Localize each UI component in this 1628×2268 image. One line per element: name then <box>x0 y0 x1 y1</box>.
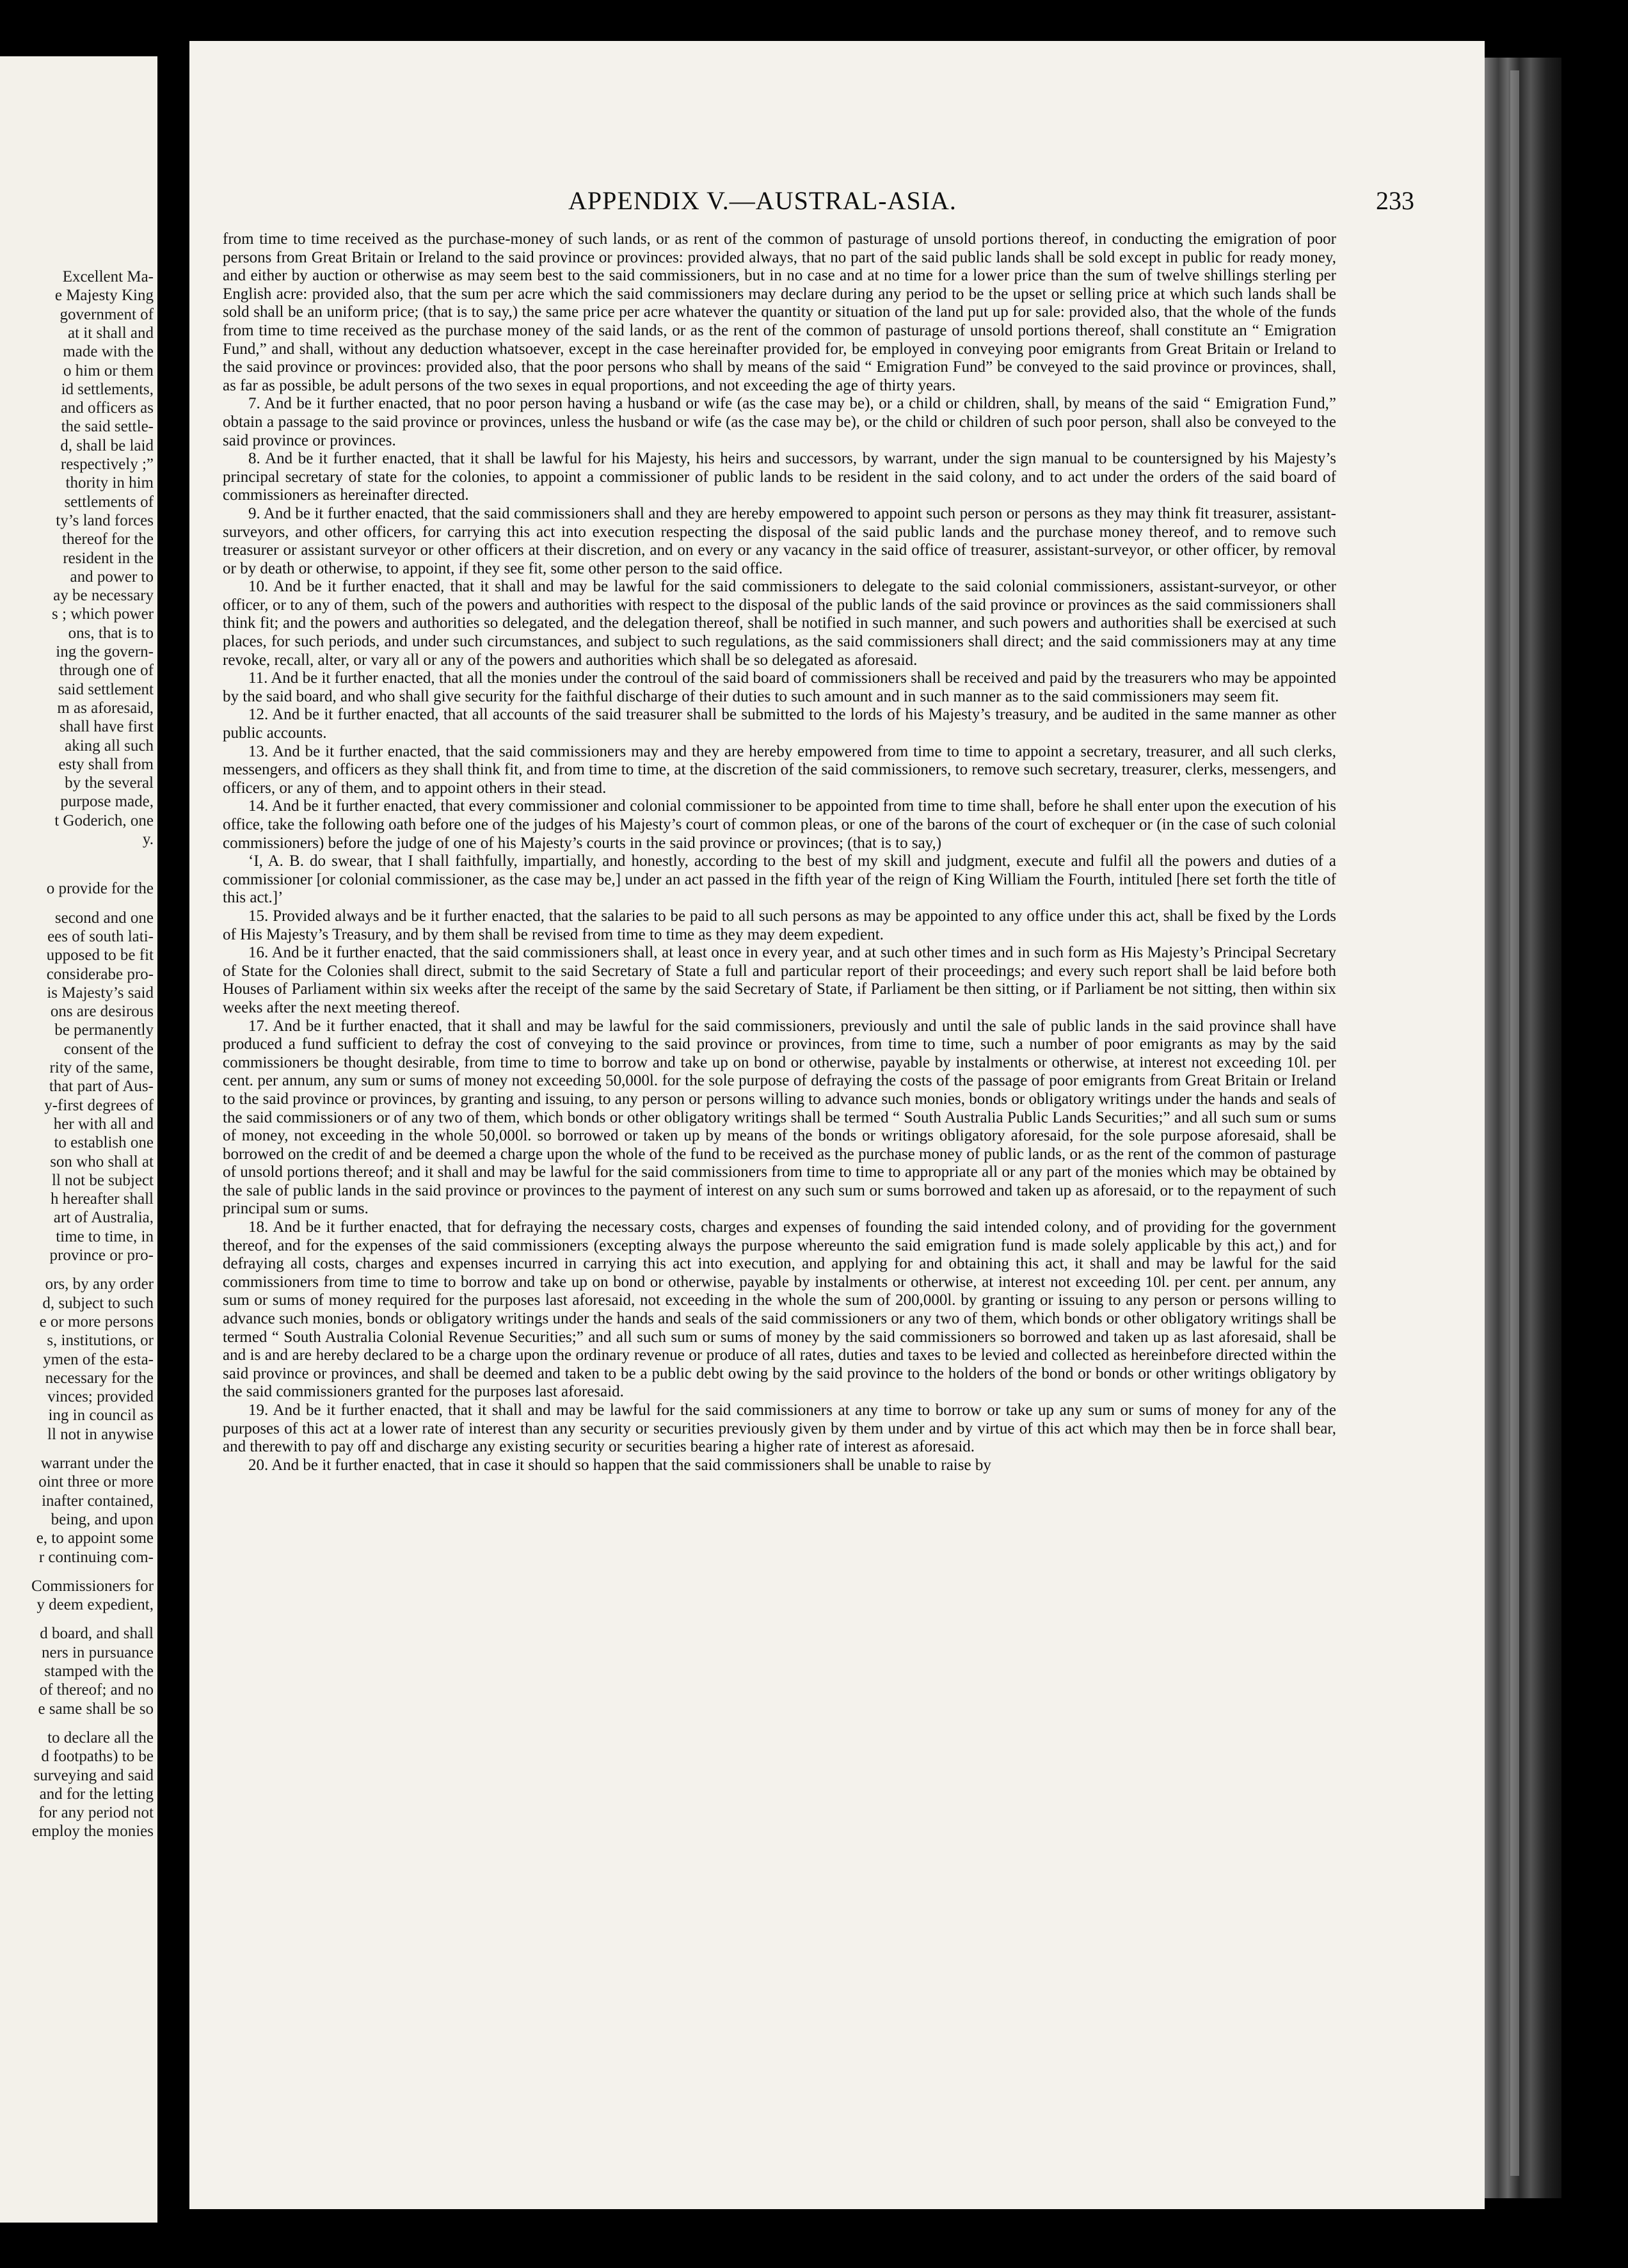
left-page-line: being, and upon <box>51 1510 154 1528</box>
left-page-line: ty’s land forces <box>56 511 154 529</box>
left-page-line: e Majesty King <box>54 287 154 305</box>
left-page-line: for any period not <box>38 1804 154 1822</box>
left-page-line: aking all such <box>65 737 154 755</box>
left-page-line: employ the monies <box>31 1823 154 1841</box>
left-page-line: y. <box>142 831 154 848</box>
left-page-line: esty shall from <box>58 755 154 773</box>
paragraph-section-7: 7. And be it further enacted, that no poor person having a husband or wife (as the case may be), or a child or children, shall, by means of the said “ Emigration Fund,” obtain a passage to the said province or provinces, unless the husband or wife (as the case may be), or the child or children of such poor person, shall also be conveyed to the said province or provinces. <box>223 395 1336 449</box>
left-page-line: stamped with the <box>44 1663 154 1680</box>
page-edge-highlight <box>1510 70 1519 2176</box>
paragraph-section-17: 17. And be it further enacted, that it shall and may be lawful for the said commissioners, previously and until the sale of public lands in the said province shall have produced a fund sufficient to defray the cost of conveying to the said province or provinces, from time to time, such a number of poor emigrants as may by the said commissioners be thought desirable, from time to time to borrow and take up on bond or otherwise, payable by instalments or otherwise, at interest not exceeding 10l. per cent. per annum, any sum or sums of money not exceeding 50,000l. for the sole purpose of defraying the costs of the passage of poor emigrants from Great Britain or Ireland to the said province or provinces, by granting and issuing, to any person or persons willing to advance such monies, bonds or obligatory writings under the hands and seals of the said commissioners or of any two of them, which bonds or other obligatory writings shall be termed “ South Australia Public Lands Securities;” and all such sum or sums of money, not exceeding in the whole 50,000l. so borrowed or taken up by means of the bonds or writings obligatory aforesaid, for the sole purpose aforesaid, shall be borrowed on the credit of and be deemed a charge upon the whole of the fund to be received as the purchase money of public lands, or as the rent of the common of pasturage of unsold portions thereof; and it shall and may be lawful for the said commissioners from time to time to appropriate all or any part of the monies which may be obtained by the sale of public lands in the said province or provinces to the payment of interest on any such sum or sums borrowed and taken up as aforesaid, or to the repayment of such principal sum or sums. <box>223 1017 1336 1218</box>
left-page-line: be permanently <box>54 1021 154 1039</box>
left-page-line: s, institutions, or <box>47 1332 154 1350</box>
page-edge-shadow <box>1485 58 1561 2198</box>
paragraph-oath: ‘I, A. B. do swear, that I shall faithfully, impartially, and honestly, according to the best of my skill and judgment, execute and fulfil all the powers and duties of a commissioner [or colonial commissioner, as the case may be,] under an act passed in the fifth year of the reign of King William the Fourth, intituled [here set forth the title of this act.]’ <box>223 852 1336 907</box>
left-page-line: Commissioners for <box>31 1577 154 1595</box>
left-page-line: y deem expedient, <box>36 1596 154 1614</box>
left-page-line: r continuing com- <box>38 1548 154 1566</box>
paragraph-section-16: 16. And be it further enacted, that the said commissioners shall, at least once in every year, and at such other times and in such form as His Majesty’s Principal Secretary of State for the Colonies shall direct, submit to the said Secretary of State a full and particular report of their proceedings; and every such report shall be laid before both Houses of Parliament within six weeks after the receipt of the same by the said Secretary of State, if Parliament be then sitting, or if Parliament be not sitting, then within six weeks after the next meeting thereof. <box>223 944 1336 1016</box>
left-page-line: d, shall be laid <box>60 436 154 454</box>
left-page-line: d board, and shall <box>40 1625 154 1643</box>
paragraph-section-19: 19. And be it further enacted, that it shall and may be lawful for the said commissioners at any time to borrow or take up any sum or sums of money for any of the purposes of this act at a lower rate of interest than any security or securities previously given by them under and by virtue of this act which may then be in force shall bear, and therewith to pay off and discharge any existing security or securities bearing a higher rate of interest as aforesaid. <box>223 1402 1336 1456</box>
left-page-line: said settlement <box>58 680 154 698</box>
left-page-line: ners in pursuance <box>42 1643 154 1661</box>
left-page-line: t Goderich, one <box>54 811 154 829</box>
paragraph-section-15: 15. Provided always and be it further enacted, that the salaries to be paid to all such persons as may be appointed to any office under this act, shall be fixed by the Lords of His Majesty’s Treasury, and by them shall be revised from time to time as they may deem expedient. <box>223 907 1336 943</box>
left-page-line: d footpaths) to be <box>41 1748 154 1766</box>
paragraph-section-13: 13. And be it further enacted, that the said commissioners may and they are hereby empowered from time to time to appoint a secretary, treasurer, and all such clerks, messengers, and officers as they shall think fit, and from time to time, at the discretion of the said commissioners, to remove such secretary, treasurer, clerks, messengers, and officers, or any of them, and to appoint others in their stead. <box>223 742 1336 797</box>
left-page-line: the said settle- <box>61 418 154 436</box>
left-page-line: that part of Aus- <box>49 1078 154 1096</box>
left-page-line: ons are desirous <box>50 1003 154 1021</box>
left-page-line: ing in council as <box>48 1407 154 1425</box>
left-page-line: and power to <box>70 568 154 586</box>
left-page-line: surveying and said <box>33 1766 154 1784</box>
left-page-line: second and one <box>54 909 154 927</box>
left-page-line: ons, that is to <box>68 624 154 642</box>
left-page-line: s ; which power <box>52 605 154 623</box>
left-page-line: time to time, in <box>56 1227 154 1245</box>
left-page-line: by the several <box>65 774 154 792</box>
left-page-line: settlements of <box>64 493 154 511</box>
left-page-line: id settlements, <box>61 380 154 398</box>
paragraph-section-12: 12. And be it further enacted, that all accounts of the said treasurer shall be submitted to the lords of his Majesty’s treasury, and be audited in the same manner as other public accounts. <box>223 706 1336 742</box>
page-number: 233 <box>1376 186 1414 215</box>
left-page-line: government of <box>60 305 154 323</box>
left-page-line: considerabe pro- <box>46 965 154 983</box>
left-page-line: e same shall be so <box>38 1700 154 1718</box>
page-header <box>189 186 1485 224</box>
running-head: APPENDIX V.—AUSTRAL-ASIA. <box>568 186 957 215</box>
left-page-line: to establish one <box>54 1134 154 1152</box>
paragraph-section-14: 14. And be it further enacted, that every commissioner and colonial commissioner to be appointed from time to time shall, before he shall enter upon the execution of his office, take the following oath before one of the judges of his Majesty’s court of common pleas, or one of the barons of the court of exchequer or (in the case of such colonial commissioners) before the judge of one of his Majesty’s courts in the said province or provinces; (that is to say,) <box>223 797 1336 852</box>
left-page-line: her with all and <box>53 1115 154 1133</box>
left-page-line: ll not be subject <box>52 1171 154 1189</box>
left-page-line: son who shall at <box>50 1153 154 1170</box>
left-page-line: Excellent Ma- <box>62 268 154 285</box>
left-page-line: consent of the <box>63 1040 154 1058</box>
left-page-line: ll not in anywise <box>47 1425 154 1443</box>
left-page-line: province or pro- <box>49 1247 154 1264</box>
left-page-line: ees of south lati- <box>47 927 154 945</box>
left-page-line: thority in him <box>65 474 154 492</box>
left-page-line: ymen of the esta- <box>43 1350 154 1368</box>
left-page-line: at it shall and <box>68 324 154 342</box>
paragraph-continuation: from time to time received as the purchase-money of such lands, or as rent of the common of pasturage of unsold portions thereof, in conducting the emigration of poor persons from Great Britain or Ireland to the said province or provinces: provided always, that no part of the said public lands shall be sold except in public for ready money, and either by auction or otherwise as may seem best to the said commissioners, but in no case and at no time for a lower price than the sum of twelve shillings sterling per English acre: provided also, that the sum per acre which the said commissioners may declare during any period to be the upset or selling price at which such lands shall be sold shall be an uniform price; (that is to say,) the same price per acre whatever the quantity or situation of the land put up for sale: provided also, that the whole of the funds from time to time received as the purchase money of the said lands, or as the rent of the common of pasturage of unsold portions thereof, shall constitute an “ Emigration Fund,” and shall, without any deduction whatsoever, except in the case hereinafter provided for, be employed in conveying poor emigrants from Great Britain or Ireland to the said province or provinces: provided also, that the poor persons who shall by means of the said “ Emigration Fund” be conveyed to the said province or provinces, shall, as far as possible, be adult persons of the two sexes in equal proportions, and not exceeding the age of thirty years. <box>223 230 1336 394</box>
left-page-line: warrant under the <box>40 1455 154 1472</box>
left-page-line: d, subject to such <box>42 1294 154 1312</box>
left-page-line: e, to appoint some <box>36 1529 154 1547</box>
left-page-line: through one of <box>59 662 154 680</box>
left-page-line: respectively ;” <box>60 456 154 473</box>
left-page-line: e or more persons <box>39 1313 154 1330</box>
left-facing-page-fragment <box>0 56 157 2223</box>
left-page-line: o provide for the <box>46 880 154 898</box>
left-page-line: vinces; provided <box>47 1388 154 1406</box>
left-page-line: to declare all the <box>47 1729 154 1746</box>
left-page-line: y-first degrees of <box>44 1096 154 1114</box>
left-page-line: shall have first <box>59 718 154 736</box>
left-page-line: m as aforesaid, <box>57 699 154 717</box>
left-page-line: upposed to be fit <box>46 946 154 964</box>
left-page-line: rity of the same, <box>49 1059 154 1076</box>
left-page-line: art of Australia, <box>53 1209 154 1227</box>
paragraph-section-9: 9. And be it further enacted, that the said commissioners shall and they are hereby empowered to appoint such person or persons as they may think fit treasurer, assistant-surveyors, and other officers, for carrying this act into execution respecting the disposal of the said public lands and the purchase money thereof, and to remove such treasurer or assistant surveyor or other officers at their discretion, and on every or any vacancy in the said office of treasurer, assistant-surveyor, or other officer, by removal or by death or otherwise, to appoint, if they see fit, some other person to the said office. <box>223 504 1336 577</box>
left-page-line: inafter contained, <box>42 1492 154 1510</box>
left-page-line: o him or them <box>63 362 154 379</box>
paragraph-section-20: 20. And be it further enacted, that in case it should so happen that the said commissioners shall be unable to raise by <box>248 1456 991 1474</box>
left-page-line: and for the letting <box>39 1785 154 1803</box>
left-page-line: h hereafter shall <box>50 1190 154 1208</box>
left-page-line: and officers as <box>60 399 154 417</box>
left-page-line: ors, by any order <box>45 1275 154 1293</box>
paragraph-section-18: 18. And be it further enacted, that for defraying the necessary costs, charges and expenses of founding the said intended colony, and of providing for the government thereof, and for the expenses of the said commissioners (excepting always the purpose whereunto the said emigration fund is made solely applicable by this act,) and for defraying all costs, charges and expenses incurred in carrying this act into execution, and applying for and obtaining this act, it shall and may be lawful for the said commissioners from time to time to borrow and take up on bond or otherwise, payable by instalments or otherwise, at interest not exceeding 10l. per cent. per annum, any sum or sums of money required for the purposes last aforesaid, not exceeding in the whole the sum of 200,000l. by granting or issuing to any person or persons willing to advance such monies, bonds or obligatory writings under the hands and seals of the said commissioners or any two of them, which bonds or other obligatory writings shall be termed “ South Australia Colonial Revenue Securities;” and all such sum or sums of money by the said commissioners so borrowed and taken up as last aforesaid, shall be and is and are hereby declared to be a charge upon the ordinary revenue or produce of all rates, duties and taxes to be levied and collected as hereinbefore directed within the said province or provinces, and shall be deemed and taken to be a public debt owing by the said province to the holders of the bond or bonds or other writings obligatory by the said commissioners granted for the purposes last aforesaid. <box>223 1218 1336 1401</box>
left-page-line: made with the <box>63 343 154 361</box>
left-page-line: is Majesty’s said <box>47 984 154 1002</box>
left-page-line: resident in the <box>63 549 154 567</box>
left-page-line: thereof for the <box>62 531 154 548</box>
left-page-line: oint three or more <box>38 1473 154 1491</box>
paragraph-section-11: 11. And be it further enacted, that all the monies under the controul of the said board of commissioners shall be received and paid by the treasurers who may be appointed by the said board, and who shall give security for the faithful discharge of their duties to such amount and in such manner as to the said commissioners may seem fit. <box>223 669 1336 705</box>
paragraph-section-10: 10. And be it further enacted, that it shall and may be lawful for the said commissioners to delegate to the said colonial commissioners, assistant-surveyor, or other officer, or to any of them, such of the powers and authorities with respect to the disposal of the public lands of the said province or provinces as the said commissioners shall think fit; and the powers and authorities so delegated, and the delegation thereof, shall be notified in such manner, and such powers and authorities shall be exercised at such places, for such periods, and under such circumstances, and subject to such regulations, as the said commissioners shall direct; and the said commissioners may at any time revoke, recall, alter, or vary all or any of the powers and authorities which shall be so delegated as aforesaid. <box>223 578 1336 669</box>
left-page-line: necessary for the <box>45 1369 154 1387</box>
left-page-line: ing the govern- <box>56 643 154 660</box>
left-page-line: ay be necessary <box>53 587 154 605</box>
paragraph-section-8: 8. And be it further enacted, that it shall be lawful for his Majesty, his heirs and successors, by warrant, under the sign manual to be countersigned by his Majesty’s principal secretary of state for the colonies, to appoint a commissioner of public lands to be resident in the said colony, and to act under the orders of the said board of commissioners as hereinafter directed. <box>223 450 1336 504</box>
left-page-line: purpose made, <box>60 793 154 811</box>
left-page-line: of thereof; and no <box>39 1681 154 1699</box>
main-page <box>189 41 1485 2209</box>
body-text <box>223 230 1336 1474</box>
